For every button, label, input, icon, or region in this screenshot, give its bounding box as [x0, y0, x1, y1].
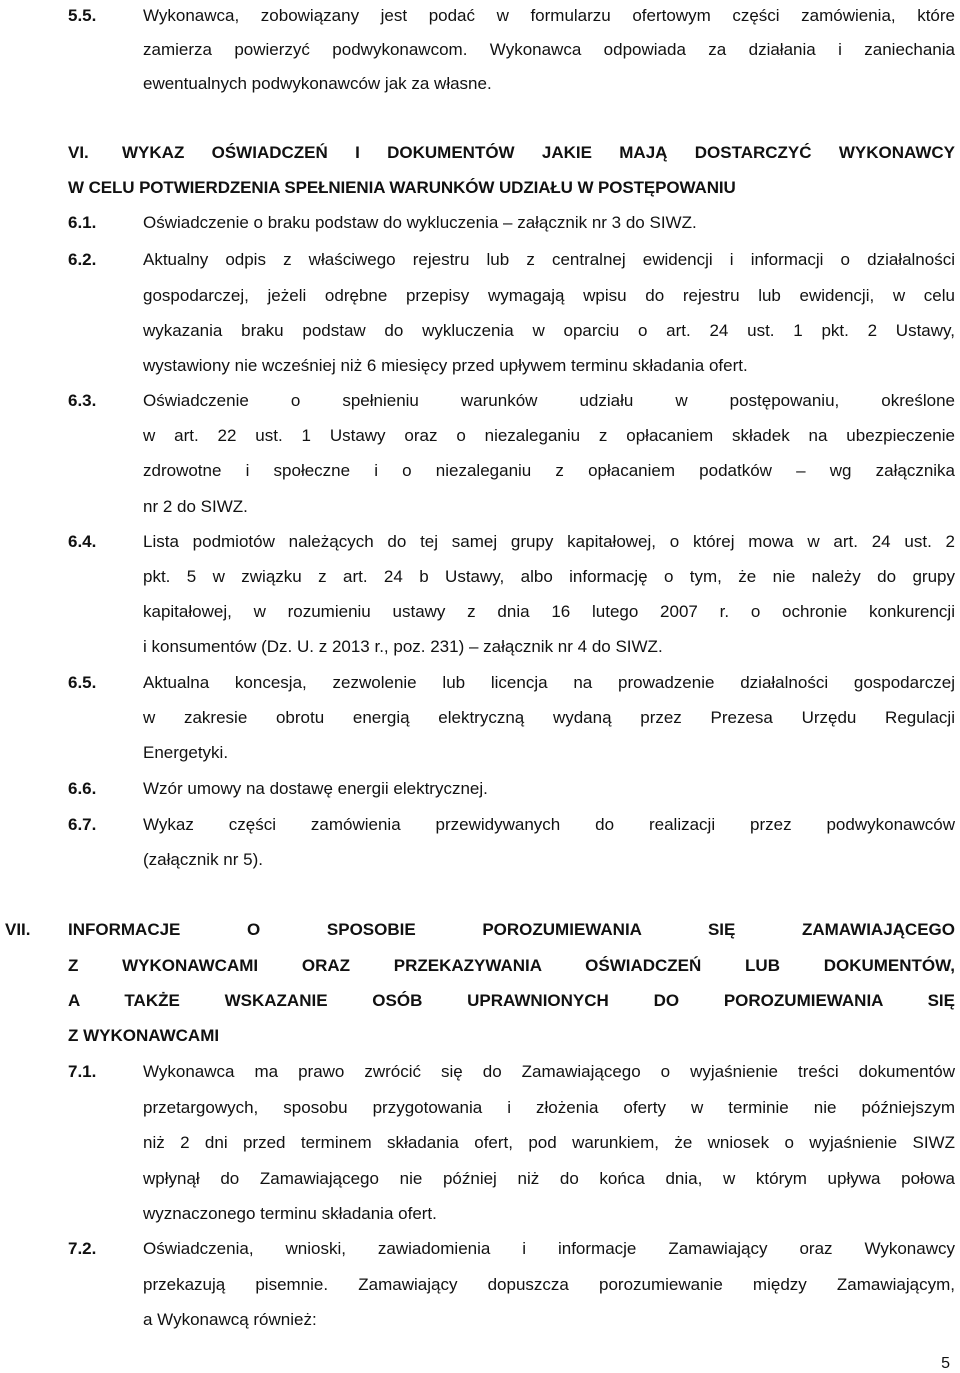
- paragraph-line: Wykonawca, zobowiązany jest podać w formularzu ofertowym części zamówienia, które: [143, 6, 955, 25]
- item-text: Lista podmiotów należących do tej samej grupy kapitałowej, o której mowa w art. 24 ust. 2: [143, 532, 955, 551]
- item-text: Energetyki.: [143, 743, 229, 762]
- section-number: VII.: [5, 920, 31, 939]
- item-text: Wykaz części zamówienia przewidywanych do realizacji przez podwykonawców: [143, 815, 955, 834]
- item-text: zdrowotne i społeczne i o niezaleganiu z opłacaniem podatków – wg załącznika: [143, 461, 955, 480]
- item-text: w zakresie obrotu energią elektryczną wydaną przez Prezesa Urzędu Regulacji: [143, 708, 955, 727]
- item-text: niż 2 dni przed terminem składania ofert, pod warunkiem, że wniosek o wyjaśnienie SIWZ: [143, 1133, 955, 1152]
- item-number: 6.6.: [68, 779, 97, 798]
- section-heading: Z WYKONAWCAMI: [68, 1026, 220, 1045]
- section-number: VI.: [68, 143, 89, 162]
- item-text: wystawiony nie wcześniej niż 6 miesięcy przed upływem terminu składania ofert.: [143, 356, 748, 375]
- item-text: Wzór umowy na dostawę energii elektrycznej.: [143, 779, 488, 798]
- item-text: (załącznik nr 5).: [143, 850, 263, 869]
- paragraph-line: zamierza powierzyć podwykonawcom. Wykonawca odpowiada za działania i zaniechania: [143, 40, 955, 59]
- item-text: kapitałowej, w rozumieniu ustawy z dnia 16 lutego 2007 r. o ochronie konkurencji: [143, 602, 955, 621]
- item-text: przekazują pisemnie. Zamawiający dopuszcza porozumiewanie między Zamawiającym,: [143, 1275, 955, 1294]
- item-number: 7.1.: [68, 1062, 97, 1081]
- item-number: 6.5.: [68, 673, 97, 692]
- item-text: gospodarczej, jeżeli odrębne przepisy wymagają wpisu do rejestru lub ewidencji, w celu: [143, 286, 955, 305]
- item-text: wyznaczonego terminu składania ofert.: [143, 1204, 437, 1223]
- item-text: Aktualny odpis z właściwego rejestru lub z centralnej ewidencji i informacji o działalności: [143, 250, 955, 269]
- item-number: 6.7.: [68, 815, 97, 834]
- paragraph-line: ewentualnych podwykonawców jak za własne.: [143, 74, 492, 93]
- item-text: wykazania braku podstaw do wykluczenia w oparciu o art. 24 ust. 1 pkt. 2 Ustawy,: [143, 321, 955, 340]
- item-text: Wykonawca ma prawo zwrócić się do Zamawiającego o wyjaśnienie treści dokumentów: [143, 1062, 955, 1081]
- item-text: Oświadczenie o spełnieniu warunków udziału w postępowaniu, określone: [143, 391, 955, 410]
- section-number: 5.5.: [68, 6, 97, 25]
- item-text: Oświadczenie o braku podstaw do wykluczenia – załącznik nr 3 do SIWZ.: [143, 213, 697, 232]
- item-text: i konsumentów (Dz. U. z 2013 r., poz. 231) – załącznik nr 4 do SIWZ.: [143, 637, 663, 656]
- section-heading: Z WYKONAWCAMI ORAZ PRZEKAZYWANIA OŚWIADCZEŃ LUB DOKUMENTÓW,: [68, 956, 955, 975]
- section-heading: A TAKŻE WSKAZANIE OSÓB UPRAWNIONYCH DO POROZUMIEWANIA SIĘ: [68, 991, 955, 1010]
- item-text: pkt. 5 w związku z art. 24 b Ustawy, albo informację o tym, że nie należy do grupy: [143, 567, 955, 586]
- section-heading: W CELU POTWIERDZENIA SPEŁNIENIA WARUNKÓW UDZIAŁU W POSTĘPOWANIU: [68, 178, 736, 197]
- item-text: Aktualna koncesja, zezwolenie lub licencja na prowadzenie działalności gospodarczej: [143, 673, 955, 692]
- item-text: a Wykonawcą również:: [143, 1310, 317, 1329]
- item-number: 6.3.: [68, 391, 97, 410]
- item-text: nr 2 do SIWZ.: [143, 497, 248, 516]
- item-number: 6.1.: [68, 213, 97, 232]
- item-text: Oświadczenia, wnioski, zawiadomienia i informacje Zamawiający oraz Wykonawcy: [143, 1239, 955, 1258]
- item-number: 7.2.: [68, 1239, 97, 1258]
- item-number: 6.2.: [68, 250, 97, 269]
- section-heading: INFORMACJE O SPOSOBIE POROZUMIEWANIA SIĘ ZAMAWIAJĄCEGO: [68, 920, 955, 939]
- item-number: 6.4.: [68, 532, 97, 551]
- item-text: przetargowych, sposobu przygotowania i złożenia oferty w terminie nie późniejszym: [143, 1098, 955, 1117]
- item-text: w art. 22 ust. 1 Ustawy oraz o niezaleganiu z opłacaniem składek na ubezpieczenie: [143, 426, 955, 445]
- section-heading: WYKAZ OŚWIADCZEŃ I DOKUMENTÓW JAKIE MAJĄ DOSTARCZYĆ WYKONAWCY: [122, 143, 955, 162]
- item-text: wpłynął do Zamawiającego nie później niż do końca dnia, w którym upływa połowa: [143, 1169, 955, 1188]
- page-number: 5: [941, 1355, 950, 1372]
